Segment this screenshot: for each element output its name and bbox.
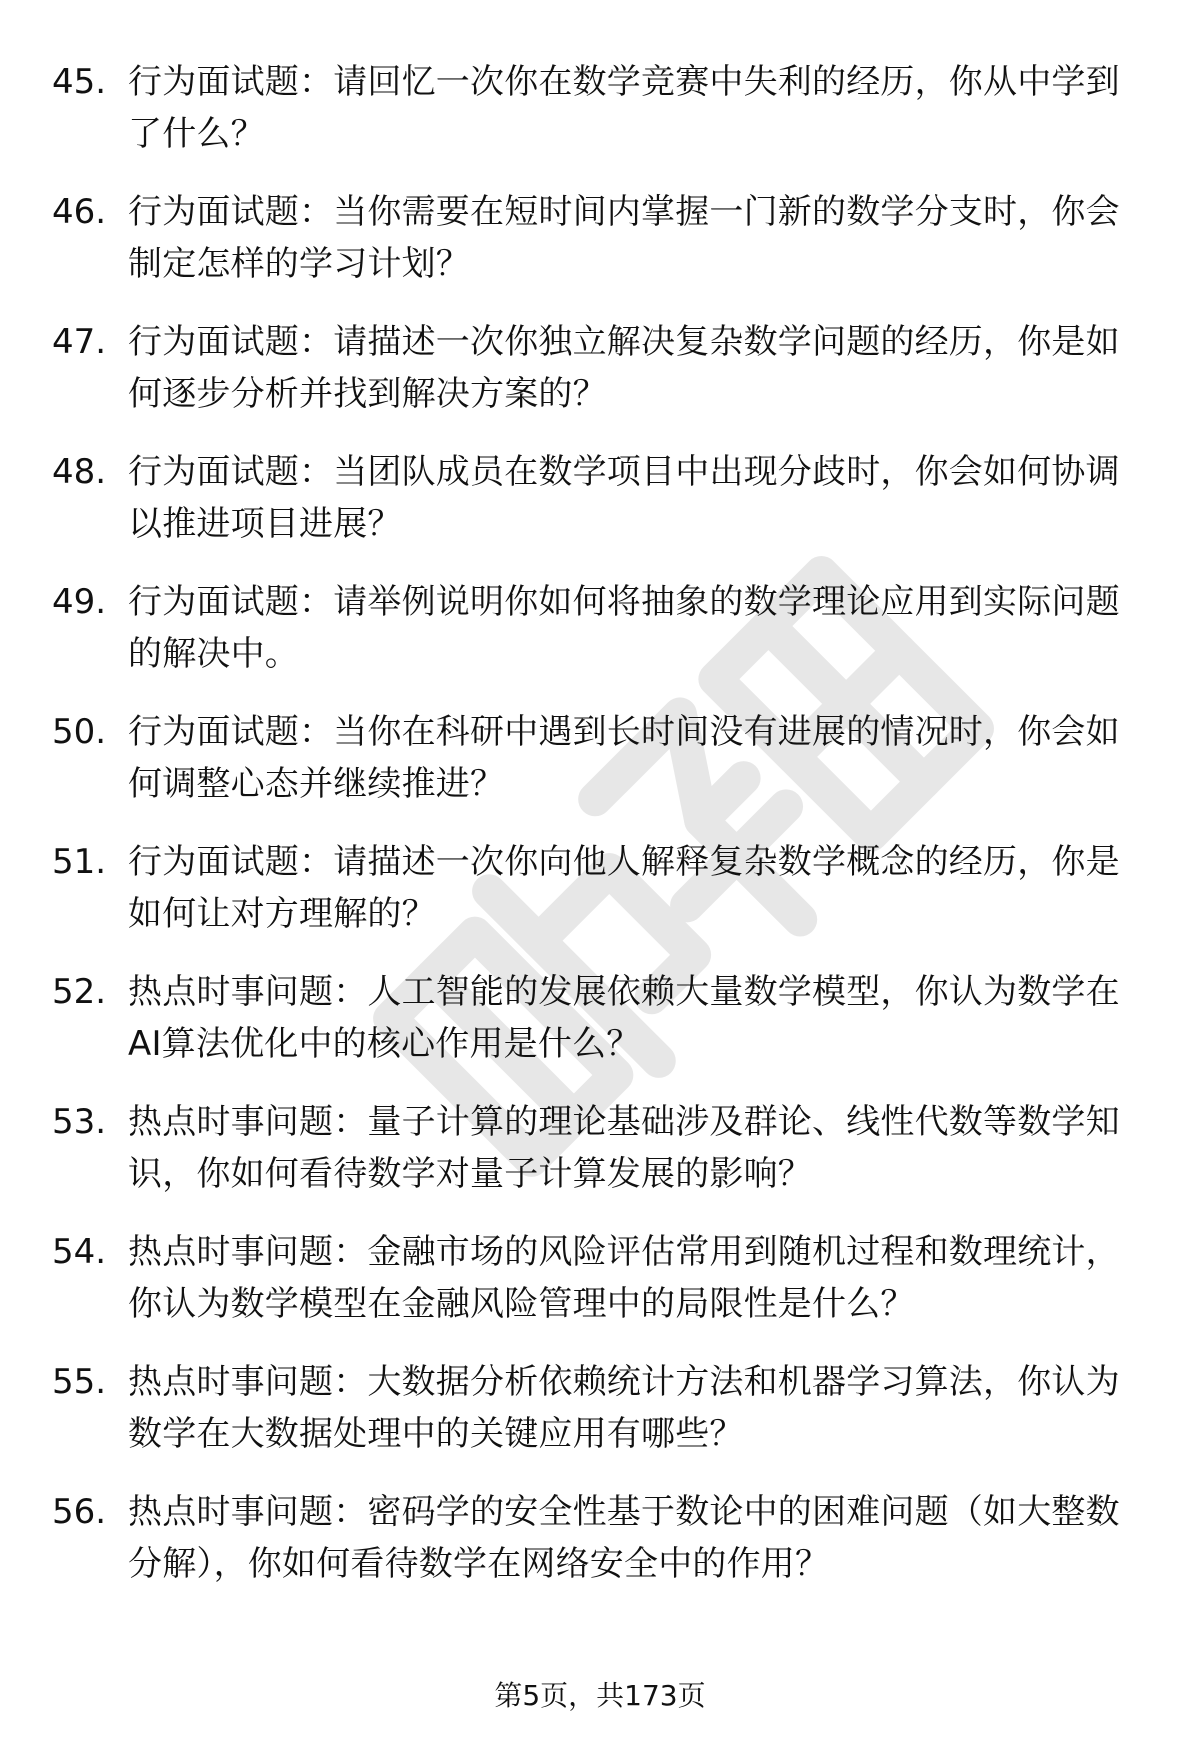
list-item [0,1096,1200,1226]
question-text: 行为面试题：请描述一次你独立解决复杂数学问题的经历，你是如何逐步分析并找到解决方案的？ [128,322,1120,414]
list-item [0,1486,1200,1616]
question-text: 行为面试题：请回忆一次你在数学竞赛中失利的经历，你从中学到了什么？ [128,62,1120,154]
question-number: 50. [52,712,107,752]
list-item [0,1356,1200,1486]
question-number: 53. [52,1102,107,1142]
list-item [0,446,1200,576]
list-item [0,316,1200,446]
question-number: 49. [52,582,107,622]
question-text: 行为面试题：请举例说明你如何将抽象的数学理论应用到实际问题的解决中。 [128,582,1120,674]
question-text: 热点时事问题：密码学的安全性基于数论中的困难问题（如大整数分解），你如何看待数学在网络安全中的作用？ [128,1492,1120,1584]
question-number: 47. [52,322,107,362]
list-item [0,576,1200,706]
question-text: 行为面试题：当你需要在短时间内掌握一门新的数学分支时，你会制定怎样的学习计划？ [128,192,1120,284]
question-text: 行为面试题：当你在科研中遇到长时间没有进展的情况时，你会如何调整心态并继续推进？ [128,712,1120,804]
list-item [0,186,1200,316]
question-number: 51. [52,842,107,882]
question-number: 48. [52,452,107,492]
question-number: 45. [52,62,107,102]
question-text: 热点时事问题：金融市场的风险评估常用到随机过程和数理统计，你认为数学模型在金融风险管理中的局限性是什么？ [128,1232,1120,1324]
question-text: 行为面试题：请描述一次你向他人解释复杂数学概念的经历，你是如何让对方理解的？ [128,842,1120,934]
question-text: 热点时事问题：量子计算的理论基础涉及群论、线性代数等数学知识，你如何看待数学对量子计算发展的影响？ [128,1102,1120,1194]
question-text: 热点时事问题：大数据分析依赖统计方法和机器学习算法，你认为数学在大数据处理中的关键应用有哪些？ [128,1362,1120,1454]
list-item [0,1226,1200,1356]
question-number: 46. [52,192,107,232]
list-item [0,836,1200,966]
list-item [0,966,1200,1096]
question-number: 56. [52,1492,107,1532]
question-number: 54. [52,1232,107,1272]
question-number: 55. [52,1362,107,1402]
question-text: 行为面试题：当团队成员在数学项目中出现分歧时，你会如何协调以推进项目进展？ [128,452,1120,544]
question-number: 52. [52,972,107,1012]
question-text: 热点时事问题：人工智能的发展依赖大量数学模型，你认为数学在AI算法优化中的核心作用是什么？ [128,972,1120,1064]
page-number-label: 第5页，共173页 [494,1679,706,1712]
list-item [0,56,1200,186]
list-item [0,706,1200,836]
page-footer [0,1676,1200,1716]
question-list [0,56,1200,1616]
